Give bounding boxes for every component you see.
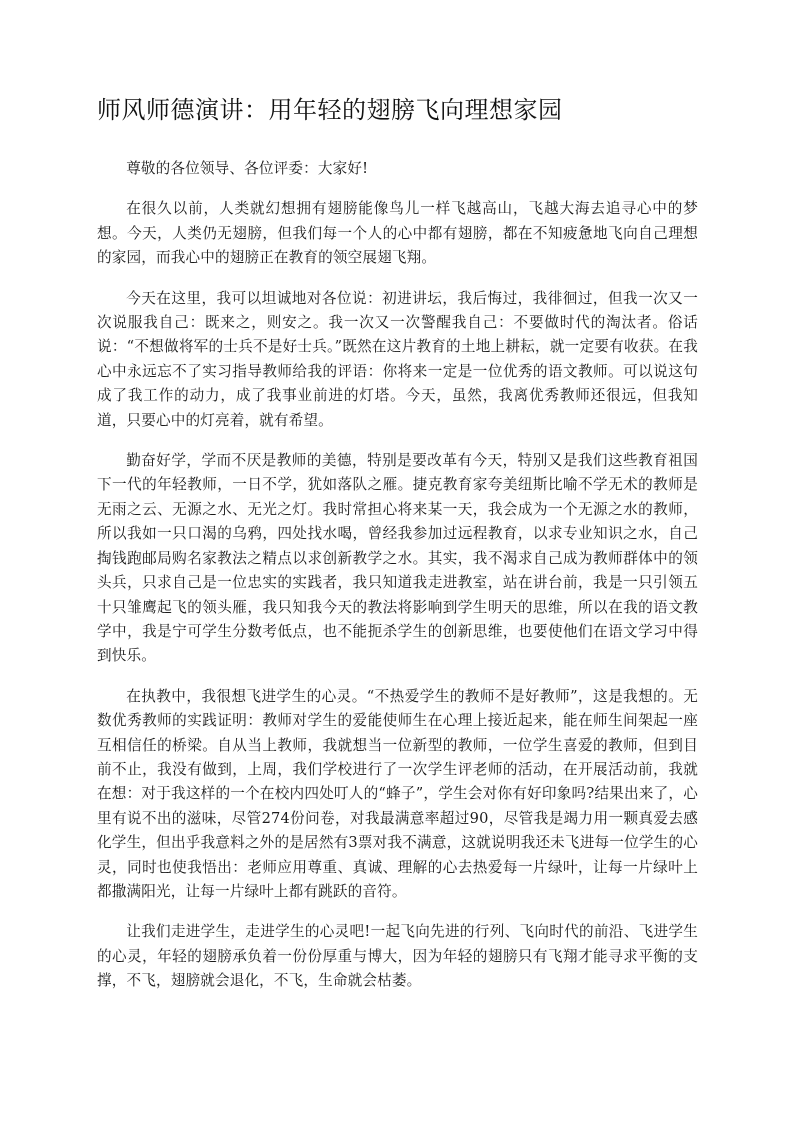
paragraph-greeting: 尊敬的各位领导、各位评委：大家好! xyxy=(126,160,369,177)
paragraph-conclusion: 让我们走进学生，走进学生的心灵吧!一起飞向先进的行列、飞向时代的前沿、飞进学生的心灵，年轻的翅膀承负着一份份厚重与博大，因为年轻的翅膀只有飞翔才能寻求平衡的支撑，不飞，翅膀就会退化，不飞，生命就会枯萎。 xyxy=(97,923,698,990)
paragraph-wings-dream: 在很久以前，人类就幻想拥有翅膀能像鸟儿一样飞越高山，飞越大海去追寻心中的梦想。今天，人类仍无翅膀，但我们每一个人的心中都有翅膀，都在不知疲惫地飞向自己理想的家园，而我心中的翅膀正在教育的领空展翅飞翔。 xyxy=(97,200,698,267)
paragraph-students-heart: 在执教中，我很想飞进学生的心灵。“不热爱学生的教师不是好教师”，这是我想的。无数优秀教师的实践证明：教师对学生的爱能使师生在心理上接近起来，能在师生间架起一座互相信任的桥梁。自从当上教师，我就想当一位新型的教师，一位学生喜爱的教师，但到目前不止，我没有做到，上周，我们学校进行了一次学生评老师的活动，在开展活动前，我就在想：对于我这样的一个在校内四处叮人的“蜂子”，学生会对你有好印象吗?结果出来了，心里有说不出的滋味，尽管274份问卷，对我最满意率超过90，尽管我是竭力用一颗真爱去感化学生，但出乎我意料之外的是居然有3票对我不满意，这就说明我还未飞进每一位学生的心灵，同时也使我悟出：老师应用尊重、真诚、理解的心去热爱每一片绿叶，让每一片绿叶上都撒满阳光，让每一片绿叶上都有跳跃的音符。 xyxy=(97,687,698,900)
document-title: 师风师德演讲：用年轻的翅膀飞向理想家园 xyxy=(97,96,563,124)
paragraph-diligent-study: 勤奋好学，学而不厌是教师的美德，特别是要改革有今天，特别又是我们这些教育祖国下一代的年轻教师，一日不学，犹如落队之雁。捷克教育家夸美纽斯比喻不学无术的教师是无雨之云、无源之水、无光之灯。我时常担心将来某一天，我会成为一个无源之水的教师，所以我如一只口渴的乌鸦，四处找水喝，曾经我参加过远程教育，以求专业知识之水，自己掏钱跑邮局购名家教法之精点以求创新教学之水。其实，我不渴求自己成为教师群体中的领头兵，只求自己是一位忠实的实践者，我只知道我走进教室，站在讲台前，我是一只引领五十只雏鹰起飞的领头雁，我只知我今天的教法将影响到学生明天的思维，所以在我的语文教学中，我是宁可学生分数考低点，也不能扼杀学生的创新思维，也要使他们在语文学习中得到快乐。 xyxy=(97,452,698,665)
document-body xyxy=(97,157,698,1010)
paragraph-first-teaching: 今天在这里，我可以坦诚地对各位说：初进讲坛，我后悔过，我徘徊过，但我一次又一次说服我自己：既来之，则安之。我一次又一次警醒我自己：不要做时代的淘汰者。俗话说：“不想做将军的士兵不是好士兵。”既然在这片教育的土地上耕耘，就一定要有收获。在我心中永远忘不了实习指导教师给我的评语：你将来一定是一位优秀的语文教师。可以说这句成了我工作的动力，成了我事业前进的灯塔。今天，虽然，我离优秀教师还很远，但我知道，只要心中的灯亮着，就有希望。 xyxy=(97,289,698,429)
